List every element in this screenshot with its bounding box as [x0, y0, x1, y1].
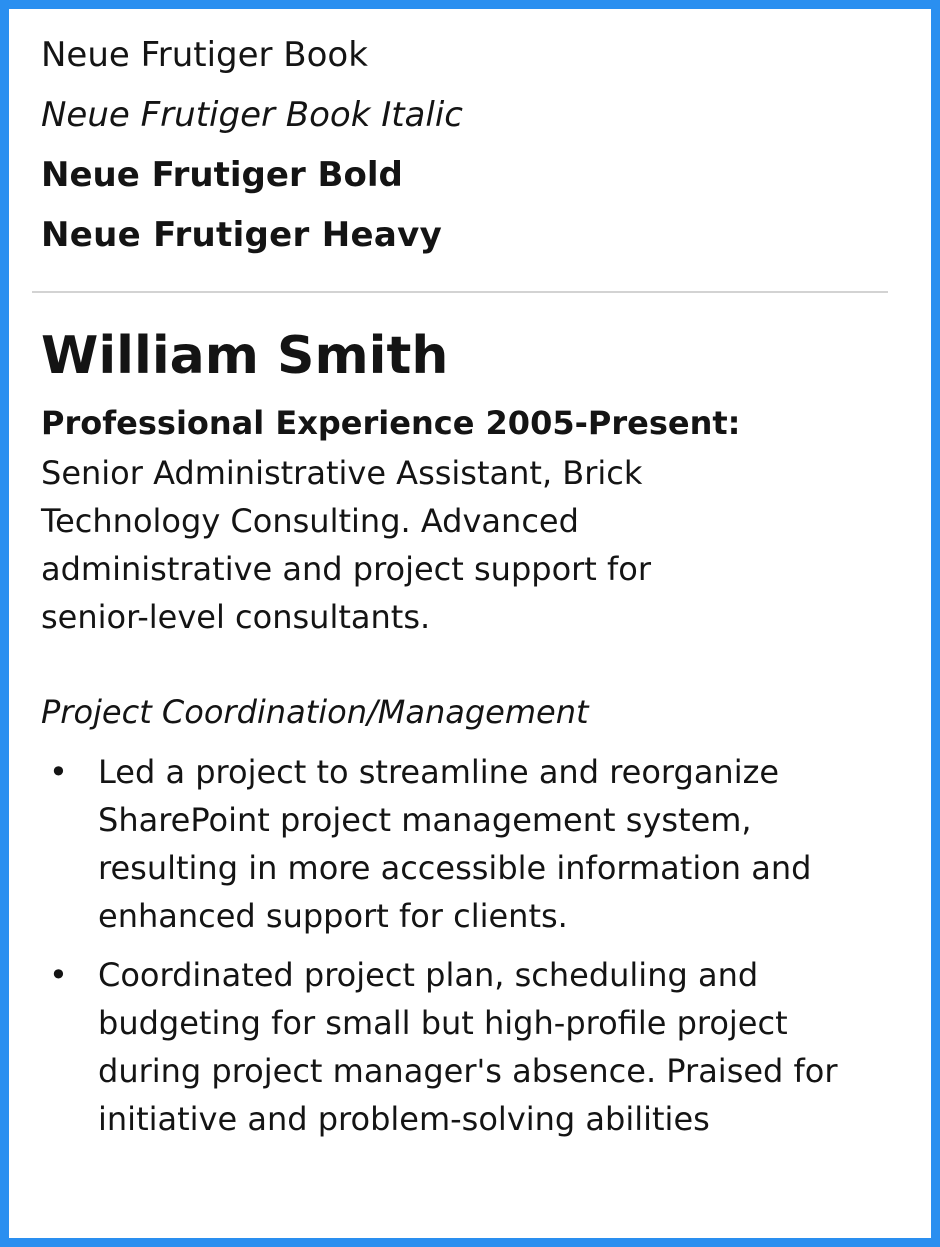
list-item	[41, 748, 891, 940]
list-item	[41, 951, 891, 1143]
experience-description: Senior Administrative Assistant, Brick Technology Consulting. Advanced administrative and project support for senior-level consultants.	[41, 454, 652, 636]
font-sample-book: Neue Frutiger Book	[41, 35, 368, 75]
list-item-text: Coordinated project plan, scheduling and budgeting for small but high-profile project during project manager's absence. Praised for initiative and problem-solving abilities	[98, 956, 838, 1138]
font-sample-heavy: Neue Frutiger Heavy	[41, 215, 443, 255]
section-divider	[32, 291, 888, 293]
font-sample-bold: Neue Frutiger Bold	[41, 155, 403, 195]
resume-name: William Smith	[41, 326, 449, 386]
bullet-icon: •	[49, 753, 68, 791]
bullet-list	[41, 748, 891, 1154]
section-title: Project Coordination/Management	[41, 693, 589, 731]
experience-heading: Professional Experience 2005-Present:	[41, 404, 741, 442]
list-item-text: Led a project to streamline and reorganize SharePoint project management system, resulting in more accessible information and enhanced support for clients.	[98, 753, 812, 935]
bullet-icon: •	[49, 956, 68, 994]
font-sample-book-italic: Neue Frutiger Book Italic	[41, 95, 463, 135]
